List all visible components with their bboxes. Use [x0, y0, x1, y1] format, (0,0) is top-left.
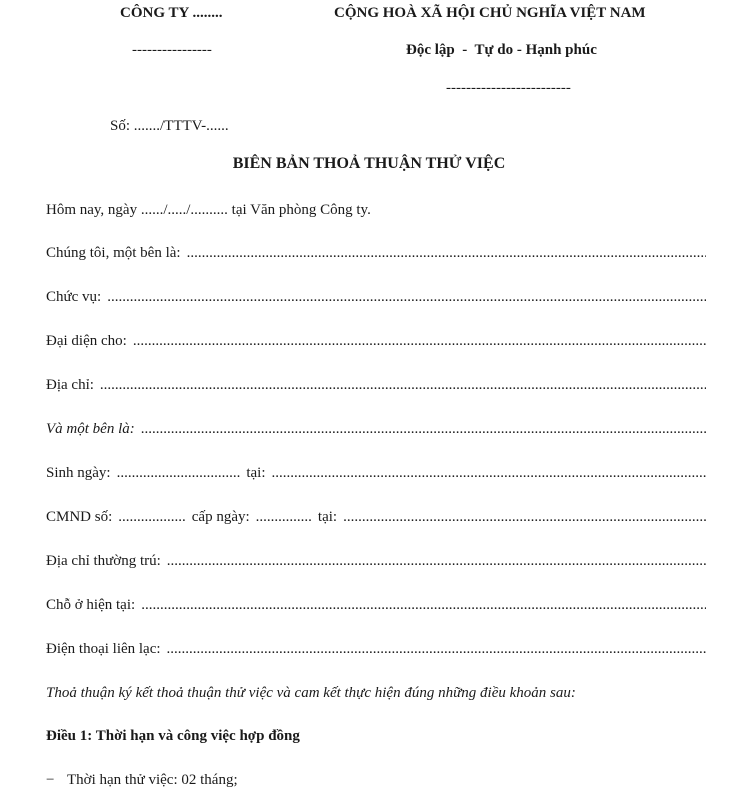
issue-date-blank: ............... — [255, 509, 312, 525]
article-1-bullet: − — [46, 772, 55, 788]
current-residence-label: Chỗ ở hiện tại: — [46, 597, 136, 613]
article-1-heading: Điều 1: Thời hạn và công việc hợp đồng — [46, 728, 300, 744]
issue-place-label: tại: — [317, 509, 338, 525]
party-a-field — [46, 245, 706, 262]
party-b-label: Và một bên là: — [46, 421, 135, 437]
company-name: CÔNG TY ........ — [120, 5, 223, 21]
party-a-label: Chúng tôi, một bên là: — [46, 245, 181, 261]
dob-label: Sinh ngày: — [46, 465, 111, 481]
id-blank: .................. — [118, 509, 186, 525]
company-underline: ---------------- — [132, 42, 212, 58]
representing-blank — [133, 333, 706, 350]
dob-field — [46, 465, 706, 482]
current-residence-blank — [141, 597, 706, 614]
party-b-blank — [141, 421, 706, 438]
issue-date-label: cấp ngày: — [191, 509, 250, 525]
intro-line: Hôm nay, ngày ....../...../.......... tại Văn phòng Công ty. — [46, 202, 371, 218]
current-residence-field — [46, 597, 706, 614]
article-1-item-1: Thời hạn thử việc: 02 tháng; — [67, 772, 238, 788]
id-field — [46, 509, 706, 526]
document-title: BIÊN BẢN THOẢ THUẬN THỬ VIỆC — [232, 155, 506, 172]
phone-label: Điện thoại liên lạc: — [46, 641, 161, 657]
representing-field — [46, 333, 706, 350]
nation-title: CỘNG HOÀ XÃ HỘI CHỦ NGHĨA VIỆT NAM — [334, 5, 646, 21]
dob-place-label: tại: — [246, 465, 266, 481]
agreement-intro: Thoả thuận ký kết thoả thuận thử việc và cam kết thực hiện đúng những điều khoản sau: — [46, 685, 576, 701]
position-field — [46, 289, 706, 306]
party-a-blank — [187, 245, 706, 262]
id-label: CMND số: — [46, 509, 113, 525]
document-number: Số: ......./TTTV-...... — [110, 118, 229, 134]
issue-place-blank — [343, 509, 706, 526]
address-label: Địa chỉ: — [46, 377, 94, 393]
dob-blank: ................................. — [116, 465, 241, 481]
position-blank — [107, 289, 706, 306]
permanent-address-blank — [167, 553, 706, 570]
party-b-field — [46, 421, 706, 438]
permanent-address-label: Địa chỉ thường trú: — [46, 553, 161, 569]
national-motto: Độc lập - Tự do - Hạnh phúc — [406, 42, 597, 58]
phone-blank — [167, 641, 706, 658]
motto-underline: ------------------------- — [446, 80, 571, 96]
address-field — [46, 377, 706, 394]
permanent-address-field — [46, 553, 706, 570]
representing-label: Đại diện cho: — [46, 333, 127, 349]
address-blank — [100, 377, 706, 394]
dob-place-blank — [272, 465, 706, 482]
position-label: Chức vụ: — [46, 289, 102, 305]
phone-field — [46, 641, 706, 658]
